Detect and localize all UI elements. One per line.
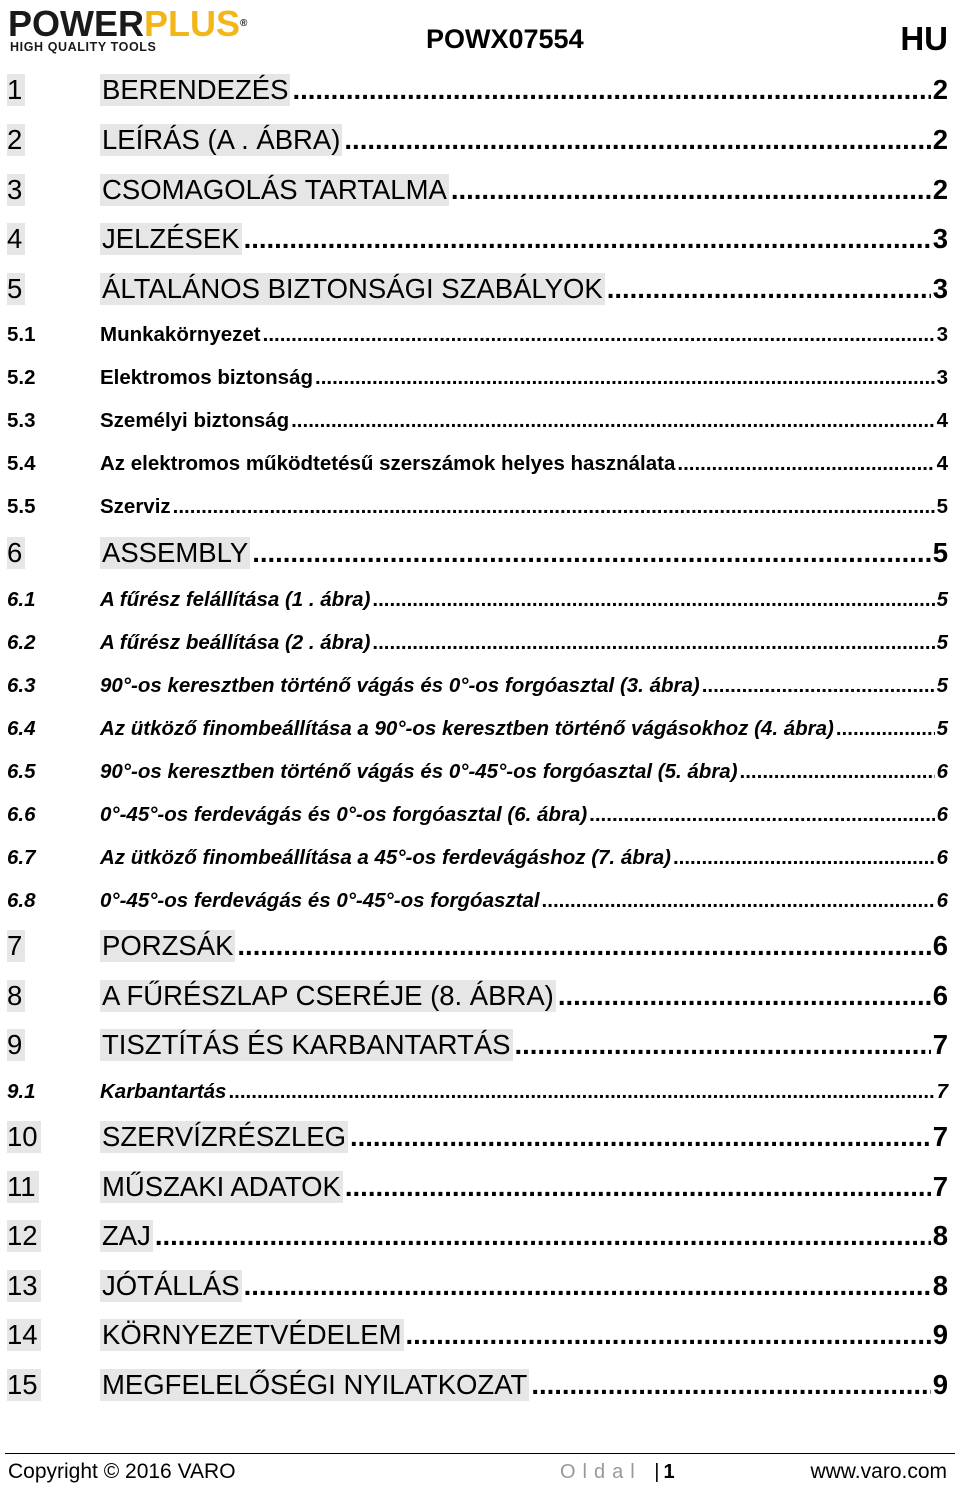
- toc-entry[interactable]: [0, 1266, 960, 1306]
- toc-entry-line: [100, 717, 948, 741]
- toc-entry-page: 6: [932, 980, 948, 1011]
- toc-entry-number: 12: [7, 1220, 41, 1252]
- toc-entry-line: [100, 174, 948, 206]
- toc-dot-leader: [244, 223, 931, 255]
- toc-entry-number: 5.3: [7, 409, 36, 432]
- toc-entry-number: 7: [7, 930, 25, 962]
- toc-dot-leader: [372, 588, 934, 612]
- toc-dot-leader: [607, 273, 931, 305]
- language-code: HU: [900, 20, 948, 57]
- toc-entry[interactable]: [0, 585, 960, 615]
- toc-entry-number: 6.4: [7, 717, 36, 740]
- toc-entry-number: 5.2: [7, 366, 36, 389]
- toc-entry[interactable]: [0, 1365, 960, 1405]
- toc-entry[interactable]: [0, 120, 960, 160]
- toc-entry-line: [100, 1029, 948, 1061]
- toc-entry-line: [100, 223, 948, 255]
- toc-entry-title: 90°-os keresztben történő vágás és 0°-45°-os forgóasztal (5. ábra): [100, 760, 738, 783]
- toc-dot-leader: [836, 717, 935, 741]
- toc-entry-title: KÖRNYEZETVÉDELEM: [102, 1319, 402, 1350]
- toc-entry-line: [100, 930, 948, 962]
- toc-entry-number: 6.8: [7, 889, 36, 912]
- toc-entry[interactable]: [0, 1025, 960, 1065]
- toc-dot-leader: [237, 930, 930, 962]
- toc-entry-number: 6: [7, 537, 25, 569]
- toc-entry-page: 4: [936, 409, 948, 432]
- toc-entry-title: MEGFELELŐSÉGI NYILATKOZAT: [102, 1369, 528, 1400]
- toc-entry-title: Az ütköző finombeállítása a 45°-os ferdevágáshoz (7. ábra): [100, 846, 671, 869]
- toc-entry[interactable]: [0, 1117, 960, 1157]
- toc-entry-line: [100, 846, 948, 870]
- toc-dot-leader: [315, 366, 935, 390]
- toc-entry-page: 7: [936, 1080, 948, 1103]
- toc-entry-page: 8: [932, 1270, 948, 1301]
- toc-entry-line: [100, 1270, 948, 1302]
- toc-entry-number: 8: [7, 980, 25, 1012]
- toc-dot-leader: [173, 495, 935, 519]
- toc-entry-line: [100, 980, 948, 1012]
- page-indicator: [560, 1461, 675, 1484]
- toc-entry-title: JELZÉSEK: [102, 223, 240, 254]
- toc-entry-line: [100, 1220, 948, 1252]
- toc-entry-line: [100, 889, 948, 913]
- toc-dot-leader: [263, 323, 935, 347]
- toc-entry-line: [100, 1319, 948, 1351]
- toc-entry-line: [100, 124, 948, 156]
- toc-dot-leader: [531, 1369, 930, 1401]
- toc-entry-number: 6.1: [7, 588, 36, 611]
- toc-entry-number: 5.5: [7, 495, 36, 518]
- toc-entry-page: 5: [936, 495, 948, 518]
- toc-entry-line: [100, 674, 948, 698]
- toc-entry-page: 2: [932, 124, 948, 155]
- toc-entry-title: Személyi biztonság: [100, 409, 290, 432]
- toc-entry-page: 4: [936, 452, 948, 475]
- toc-entry-number: 5.4: [7, 452, 36, 475]
- toc-entry-title: MŰSZAKI ADATOK: [102, 1171, 341, 1202]
- toc-entry-page: 3: [932, 273, 948, 304]
- toc-dot-leader: [515, 1029, 931, 1061]
- page-number: 1: [663, 1461, 675, 1483]
- toc-entry[interactable]: [0, 320, 960, 350]
- toc-entry[interactable]: [0, 714, 960, 744]
- toc-entry[interactable]: [0, 757, 960, 787]
- toc-entry[interactable]: [0, 628, 960, 658]
- toc-entry[interactable]: [0, 363, 960, 393]
- toc-entry-title: Az ütköző finombeállítása a 90°-os keresztben történő vágásokhoz (4. ábra): [100, 717, 834, 740]
- toc-entry-line: [100, 1171, 948, 1203]
- toc-entry-number: 4: [7, 223, 25, 255]
- toc-entry-page: 5: [936, 717, 948, 740]
- logo-registered-mark: ®: [240, 18, 248, 29]
- page-separator: |: [654, 1461, 664, 1483]
- toc-entry-page: 8: [932, 1220, 948, 1251]
- toc-entry[interactable]: [0, 219, 960, 259]
- toc-entry-line: [100, 74, 948, 106]
- toc-entry[interactable]: [0, 492, 960, 522]
- toc-entry-number: 6.2: [7, 631, 36, 654]
- toc-entry-title: 0°-45°-os ferdevágás és 0°-45°-os forgóasztal: [100, 889, 540, 912]
- toc-entry-title: A FŰRÉSZLAP CSERÉJE (8. ÁBRA): [102, 980, 554, 1011]
- toc-entry-number: 14: [7, 1319, 41, 1351]
- toc-entry-title: ÁLTALÁNOS BIZTONSÁGI SZABÁLYOK: [102, 273, 603, 304]
- toc-entry-line: [100, 588, 948, 612]
- toc-entry-title: 90°-os keresztben történő vágás és 0°-os forgóasztal (3. ábra): [100, 674, 700, 697]
- toc-dot-leader: [292, 74, 930, 106]
- toc-entry-page: 6: [936, 846, 948, 869]
- toc-entry-title: LEÍRÁS (A . ÁBRA): [102, 124, 341, 155]
- toc-entry-page: 2: [932, 74, 948, 105]
- page-header: [0, 0, 960, 70]
- toc-entry-title: BERENDEZÉS: [102, 74, 289, 105]
- toc-entry-line: [100, 452, 948, 476]
- toc-entry-page: 6: [936, 803, 948, 826]
- toc-entry-page: 9: [932, 1369, 948, 1400]
- toc-entry-line: [100, 631, 948, 655]
- toc-entry-page: 3: [936, 323, 948, 346]
- toc-entry-title: 0°-45°-os ferdevágás és 0°-os forgóasztal (6. ábra): [100, 803, 588, 826]
- toc-entry-line: [100, 409, 948, 433]
- toc-entry-line: [100, 366, 948, 390]
- toc-entry-number: 6.3: [7, 674, 36, 697]
- toc-dot-leader: [291, 409, 934, 433]
- toc-entry[interactable]: [0, 671, 960, 701]
- page-word: Oldal: [560, 1461, 642, 1483]
- toc-dot-leader: [406, 1319, 931, 1351]
- toc-entry-number: 13: [7, 1270, 41, 1302]
- toc-entry[interactable]: [0, 406, 960, 436]
- toc-entry-page: 7: [932, 1029, 948, 1060]
- toc-entry[interactable]: [0, 1077, 960, 1107]
- toc-entry-number: 6.6: [7, 803, 36, 826]
- toc-entry-number: 6.5: [7, 760, 36, 783]
- toc-entry-title: A fűrész felállítása (1 . ábra): [100, 588, 371, 611]
- toc-entry-number: 2: [7, 124, 25, 156]
- toc-entry-line: [100, 1369, 948, 1401]
- toc-entry-page: 7: [932, 1121, 948, 1152]
- powerplus-logo: [8, 4, 298, 56]
- toc-entry-number: 9: [7, 1029, 25, 1061]
- toc-dot-leader: [673, 846, 935, 870]
- toc-entry-number: 6.7: [7, 846, 36, 869]
- toc-entry-line: [100, 1080, 948, 1104]
- toc-dot-leader: [344, 124, 930, 156]
- toc-entry-page: 5: [936, 674, 948, 697]
- toc-entry-title: TISZTÍTÁS ÉS KARBANTARTÁS: [102, 1029, 511, 1060]
- toc-dot-leader: [372, 631, 934, 655]
- toc-entry[interactable]: [0, 533, 960, 573]
- toc-entry-page: 5: [936, 588, 948, 611]
- toc-entry-title: SZERVÍZRÉSZLEG: [102, 1121, 346, 1152]
- toc-dot-leader: [228, 1080, 934, 1104]
- toc-dot-leader: [345, 1171, 931, 1203]
- toc-entry-title: ASSEMBLY: [102, 537, 249, 568]
- footer-divider: [5, 1453, 955, 1454]
- toc-entry-line: [100, 537, 948, 569]
- toc-dot-leader: [740, 760, 935, 784]
- toc-entry-number: 10: [7, 1121, 41, 1153]
- toc-entry[interactable]: [0, 1167, 960, 1207]
- logo-tagline: HIGH QUALITY TOOLS: [10, 40, 157, 54]
- toc-entry[interactable]: [0, 926, 960, 966]
- toc-entry-line: [100, 803, 948, 827]
- toc-entry-line: [100, 760, 948, 784]
- toc-dot-leader: [542, 889, 935, 913]
- toc-entry-title: A fűrész beállítása (2 . ábra): [100, 631, 371, 654]
- toc-entry-title: ZAJ: [102, 1220, 151, 1251]
- toc-entry-number: 15: [7, 1369, 41, 1401]
- toc-entry-number: 5: [7, 273, 25, 305]
- toc-entry-page: 6: [936, 889, 948, 912]
- toc-entry-number: 3: [7, 174, 25, 206]
- toc-entry-page: 6: [932, 930, 948, 961]
- toc-entry-page: 3: [936, 366, 948, 389]
- toc-dot-leader: [244, 1270, 931, 1302]
- toc-entry-number: 11: [7, 1171, 39, 1203]
- toc-entry-title: Elektromos biztonság: [100, 366, 314, 389]
- toc-dot-leader: [155, 1220, 931, 1252]
- toc-entry[interactable]: [0, 170, 960, 210]
- model-number: POWX07554: [426, 24, 584, 54]
- toc-entry-number: 1: [7, 74, 25, 106]
- toc-entry[interactable]: [0, 1315, 960, 1355]
- toc-entry-page: 2: [932, 174, 948, 205]
- toc-entry[interactable]: [0, 70, 960, 110]
- copyright-text: Copyright © 2016 VARO: [8, 1460, 236, 1483]
- toc-entry-line: [100, 323, 948, 347]
- toc-entry[interactable]: [0, 1216, 960, 1256]
- toc-entry[interactable]: [0, 976, 960, 1016]
- toc-entry-title: JÓTÁLLÁS: [102, 1270, 240, 1301]
- toc-dot-leader: [252, 537, 930, 569]
- toc-entry-title: Munkakörnyezet: [100, 323, 261, 346]
- toc-entry-title: PORZSÁK: [102, 930, 234, 961]
- toc-dot-leader: [677, 452, 934, 476]
- toc-entry-page: 6: [936, 760, 948, 783]
- toc-entry[interactable]: [0, 269, 960, 309]
- toc-entry-page: 7: [932, 1171, 948, 1202]
- toc-entry-line: [100, 495, 948, 519]
- logo-word-plus: PLUS: [144, 3, 241, 44]
- toc-dot-leader: [558, 980, 931, 1012]
- toc-entry-page: 9: [932, 1319, 948, 1350]
- toc-dot-leader: [702, 674, 935, 698]
- logo-word-power: POWER: [8, 3, 145, 44]
- toc-entry-title: CSOMAGOLÁS TARTALMA: [102, 174, 447, 205]
- toc-entry-number: 5.1: [7, 323, 36, 346]
- toc-entry[interactable]: [0, 800, 960, 830]
- toc-entry-page: 5: [936, 631, 948, 654]
- toc-entry-title: Az elektromos működtetésű szerszámok helyes használata: [100, 452, 676, 475]
- toc-dot-leader: [451, 174, 931, 206]
- toc-dot-leader: [350, 1121, 931, 1153]
- toc-entry-page: 3: [932, 223, 948, 254]
- toc-entry[interactable]: [0, 886, 960, 916]
- toc-entry-title: Karbantartás: [100, 1080, 227, 1103]
- toc-entry-title: Szerviz: [100, 495, 171, 518]
- toc-entry-line: [100, 273, 948, 305]
- toc-entry[interactable]: [0, 449, 960, 479]
- toc-entry-line: [100, 1121, 948, 1153]
- website-url: www.varo.com: [810, 1460, 947, 1483]
- toc-entry-number: 9.1: [7, 1080, 36, 1103]
- toc-entry-page: 5: [932, 537, 948, 568]
- toc-dot-leader: [589, 803, 934, 827]
- toc-entry[interactable]: [0, 843, 960, 873]
